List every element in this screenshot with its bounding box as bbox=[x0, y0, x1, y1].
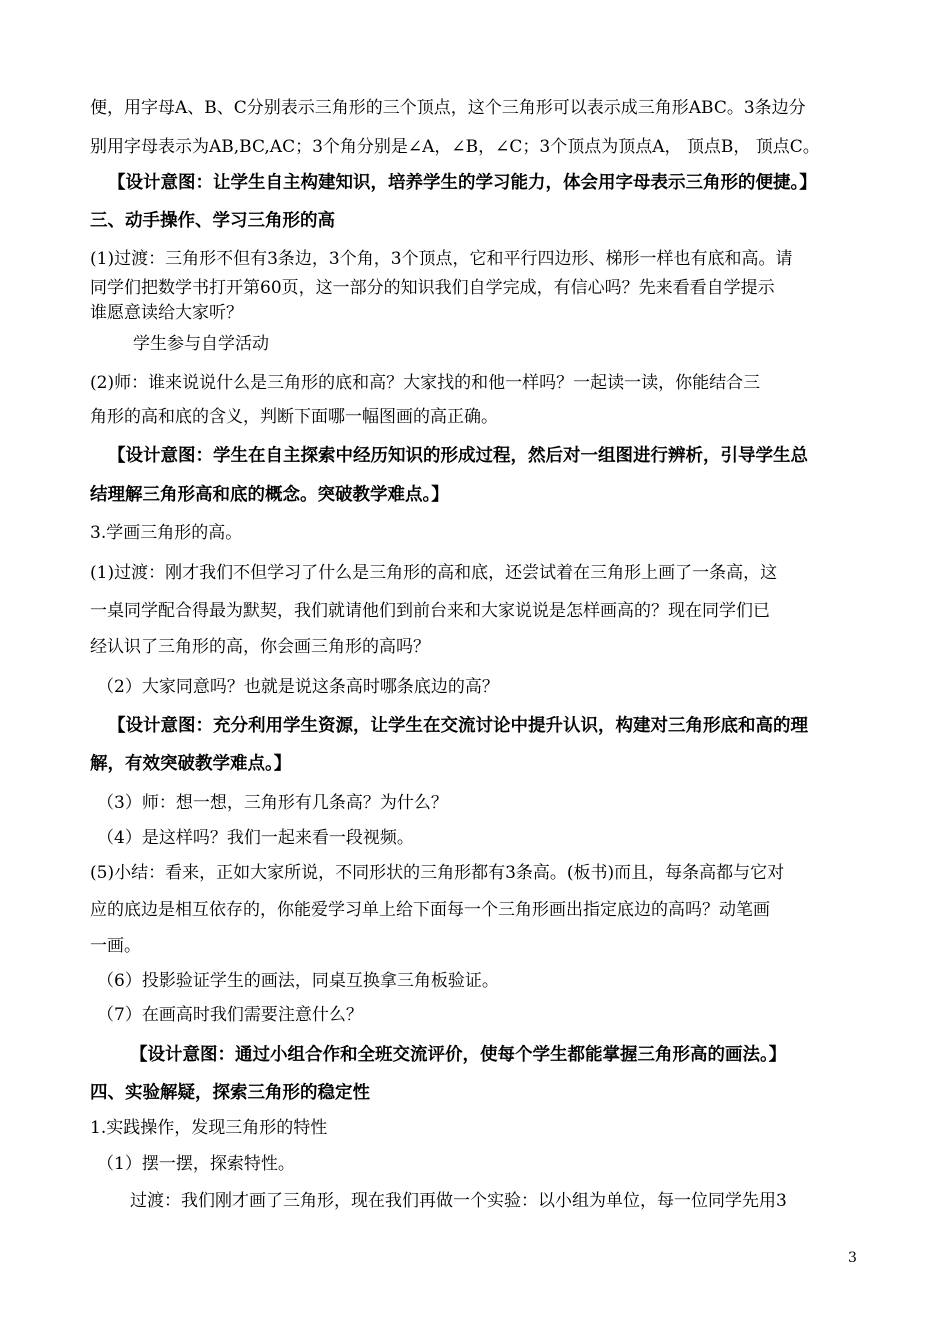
text-line: （7）在画高时我们需要注意什么？ bbox=[97, 1005, 363, 1025]
text-line: (1)过渡：三角形不但有3条边，3个角，3个顶点，它和平行四边形、梯形一样也有底和高。请 bbox=[90, 249, 793, 269]
text-line: （6）投影验证学生的画法，同桌互换拿三角板验证。 bbox=[97, 971, 499, 991]
design-intent-note: 结理解三角形高和底的概念。突破教学难点。】 bbox=[90, 485, 449, 505]
text-line: 3.学画三角形的高。 bbox=[90, 523, 243, 543]
design-intent-note: 【设计意图：充分利用学生资源，让学生在交流讨论中提升认识，构建对三角形底和高的理 bbox=[108, 716, 808, 736]
text-line: 一桌同学配合得最为默契，我们就请他们到前台来和大家说说是怎样画高的？现在同学们已 bbox=[90, 601, 770, 621]
text-line: (2)师：谁来说说什么是三角形的底和高？大家找的和他一样吗？一起读一读，你能结合三 bbox=[90, 373, 761, 393]
design-intent-note: 【设计意图：让学生自主构建知识，培养学生的学习能力，体会用字母表示三角形的便捷。】 bbox=[108, 173, 817, 193]
text-line: （4）是这样吗？我们一起来看一段视频。 bbox=[97, 828, 414, 848]
design-intent-note: 解，有效突破教学难点。】 bbox=[90, 754, 292, 774]
text-line: （3）师：想一想，三角形有几条高？为什么？ bbox=[97, 793, 448, 813]
text-line: 过渡：我们刚才画了三角形，现在我们再做一个实验：以小组为单位，每一位同学先用3 bbox=[130, 1191, 787, 1211]
text-line: 经认识了三角形的高，你会画三角形的高吗？ bbox=[90, 637, 430, 657]
text-line: 一画。 bbox=[90, 936, 141, 956]
page-number: 3 bbox=[848, 1250, 857, 1266]
text-line: 1.实践操作，发现三角形的特性 bbox=[90, 1118, 328, 1138]
section-heading: 三、动手操作、学习三角形的高 bbox=[90, 211, 335, 231]
text-line: （1）摆一摆，探索特性。 bbox=[97, 1154, 295, 1174]
text-line: 谁愿意读给大家听？ bbox=[90, 303, 243, 323]
text-line: 同学们把数学书打开第60页，这一部分的知识我们自学完成，有信心吗？先来看看自学提示 bbox=[90, 278, 775, 298]
text-line: 角形的高和底的含义，判断下面哪一幅图画的高正确。 bbox=[90, 407, 498, 427]
text-line: 便，用字母A、B、C分别表示三角形的三个顶点，这个三角形可以表示成三角形ABC。3条边分 bbox=[90, 98, 806, 118]
text-line: 学生参与自学活动 bbox=[133, 334, 269, 354]
design-intent-note: 【设计意图：通过小组合作和全班交流评价，使每个学生都能掌握三角形高的画法。】 bbox=[130, 1045, 787, 1065]
text-line: (1)过渡：刚才我们不但学习了什么是三角形的高和底，还尝试着在三角形上画了一条高，这 bbox=[90, 563, 778, 583]
text-line: 应的底边是相互依存的，你能爱学习单上给下面每一个三角形画出指定底边的高吗？动笔画 bbox=[90, 900, 770, 920]
text-line: 别用字母表示为AB,BC,AC；3个角分别是∠A，∠B，∠C；3个顶点为顶点A， 顶点B， 顶点C。 bbox=[90, 137, 820, 157]
section-heading: 四、实验解疑，探索三角形的稳定性 bbox=[90, 1083, 370, 1103]
text-line: （2）大家同意吗？也就是说这条高时哪条底边的高？ bbox=[97, 677, 499, 697]
text-line: (5)小结：看来，正如大家所说，不同形状的三角形都有3条高。(板书)而且，每条高都与它对 bbox=[90, 863, 785, 883]
design-intent-note: 【设计意图：学生在自主探索中经历知识的形成过程，然后对一组图进行辨析，引导学生总 bbox=[108, 446, 808, 466]
